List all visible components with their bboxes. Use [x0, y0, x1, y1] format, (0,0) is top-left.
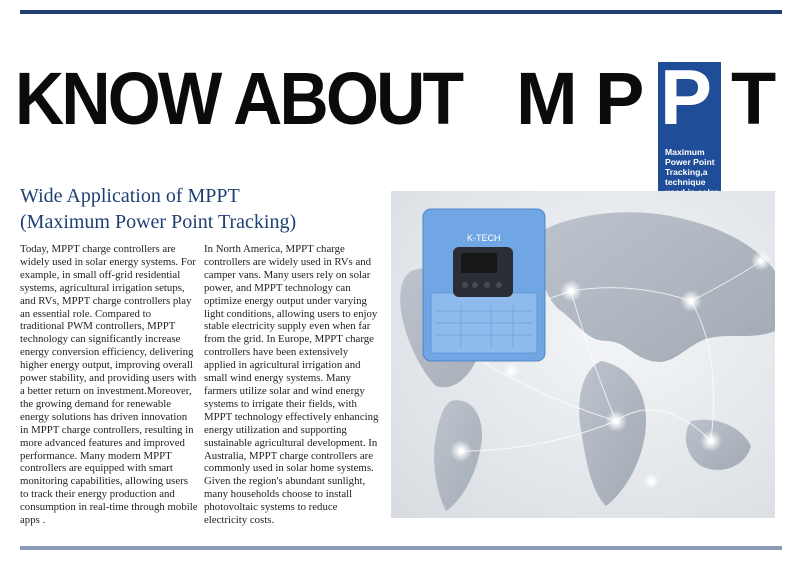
- section-title: [20, 183, 380, 235]
- headline-letter-p-highlight: P: [660, 53, 713, 141]
- definition-line: Tracking,a: [665, 167, 708, 177]
- world-map-illustration: [391, 191, 775, 518]
- headline-letter-p: P: [595, 57, 645, 140]
- top-rule: [20, 10, 782, 14]
- device-brand-label: K-TECH: [467, 233, 501, 243]
- section-title-line1: Wide Application of MPPT: [20, 185, 240, 207]
- headline-letter-m: M: [516, 57, 578, 140]
- text-column-left: Today, MPPT charge controllers are widely used in solar energy systems. For example, in small off-grid residential systems, agricultural irrigation setups, and RVs, MPPT charge controllers play an essential role. Compared to traditional PWM controllers, MPPT technology can significantly increase energy conversion efficiency, delivering higher energy output, improving overall power stability, and providing users with a better return on investment.Moreover, the growing demand for renewable energy solutions has driven innovation in MPPT charge controllers, resulting in more advanced features and improved performance. Many modern MPPT controllers are equipped with smart monitoring capabilities, allowing users to track their energy production and consumption in real-time through mobile apps .: [20, 243, 198, 527]
- headline-main: KNOW ABOUT: [15, 57, 462, 140]
- definition-line: Power Point: [665, 157, 715, 167]
- definition-line: Maximum: [665, 147, 705, 157]
- headline-letter-t: T: [731, 57, 777, 140]
- section-title-line2: (Maximum Power Point Tracking): [20, 211, 297, 233]
- definition-line: technique: [665, 177, 706, 187]
- charge-controller-device: [423, 209, 545, 361]
- world-map-svg: [391, 191, 775, 518]
- bottom-rule: [20, 546, 782, 550]
- text-column-middle: In North America, MPPT charge controllers are widely used in RVs and camper vans. Many users rely on solar power, and MPPT technology can optimize energy output under varying light conditions, allowing users to enjoy stable electricity supply even when far from the grid. In Europe, MPPT charge controllers have been extensively applied in agricultural irrigation and small wind energy systems. Many farmers utilize solar and wind energy systems to irrigate their fields, with MPPT technology effectively enhancing energy utilization and supporting sustainable agricultural development. In Australia, MPPT charge controllers are commonly used in solar home systems. Given the region's abundant sunlight, many households choose to install photovoltaic systems to reduce electricity costs.: [204, 243, 379, 527]
